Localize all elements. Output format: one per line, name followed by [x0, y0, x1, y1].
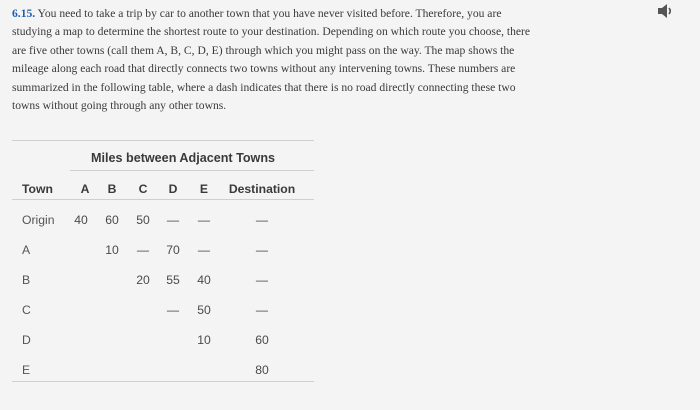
header-c: C: [138, 182, 148, 196]
cell-c-e: 50: [197, 303, 211, 317]
problem-line-5: summarized in the following table, where a dash indicates that there is no road directly connecting these two: [12, 80, 516, 94]
cell-e-destination: 80: [255, 363, 269, 377]
header-destination: Destination: [228, 182, 296, 196]
problem-line-3: are five other towns (call them A, B, C, D, E) through which you might pass on the way. The map shows the: [12, 43, 515, 57]
problem-line-1-text: You need to take a trip by car to another town that you have never visited before. Therefore, you are: [37, 7, 502, 20]
header-town: Town: [22, 182, 53, 196]
table-header-rule: [12, 199, 314, 200]
cell-origin-d: —: [166, 213, 180, 227]
header-a: A: [80, 182, 90, 196]
cell-d-e: 10: [197, 333, 211, 347]
table-bottom-rule: [12, 381, 314, 382]
cell-c-destination: —: [255, 303, 269, 317]
problem-line-6: towns without going through any other towns.: [12, 99, 227, 113]
header-e: E: [199, 182, 209, 196]
problem-statement: [12, 5, 622, 115]
cell-a-b: 10: [105, 243, 119, 257]
table-title-rule: [70, 170, 314, 171]
problem-line-4: mileage along each road that directly connects two towns without any intervening towns. These numbers are: [12, 62, 516, 76]
cell-a-c: —: [136, 243, 150, 257]
cell-b-c: 20: [136, 273, 150, 287]
cell-b-d: 55: [166, 273, 180, 287]
row-label-e: E: [22, 363, 31, 377]
row-label-d: D: [22, 333, 31, 347]
cell-b-e: 40: [197, 273, 211, 287]
problem-number: 6.15.: [12, 7, 36, 20]
cell-a-e: —: [197, 243, 211, 257]
cell-b-destination: —: [255, 273, 269, 287]
speaker-icon[interactable]: [656, 3, 676, 19]
cell-d-destination: 60: [255, 333, 269, 347]
cell-origin-e: —: [197, 213, 211, 227]
cell-origin-destination: —: [255, 213, 269, 227]
row-label-c: C: [22, 303, 31, 317]
cell-origin-b: 60: [105, 213, 119, 227]
header-b: B: [107, 182, 117, 196]
problem-line-1: [12, 5, 622, 23]
cell-origin-c: 50: [136, 213, 150, 227]
row-label-origin: Origin: [22, 213, 55, 227]
cell-a-destination: —: [255, 243, 269, 257]
table-top-rule: [12, 140, 314, 141]
row-label-a: A: [22, 243, 31, 257]
header-d: D: [168, 182, 178, 196]
problem-line-2: studying a map to determine the shortest route to your destination. Depending on which route you choose, there: [12, 25, 531, 39]
cell-a-d: 70: [166, 243, 180, 257]
table-title: Miles between Adjacent Towns: [91, 151, 276, 165]
cell-c-d: —: [166, 303, 180, 317]
cell-origin-a: 40: [74, 213, 88, 227]
row-label-b: B: [22, 273, 31, 287]
